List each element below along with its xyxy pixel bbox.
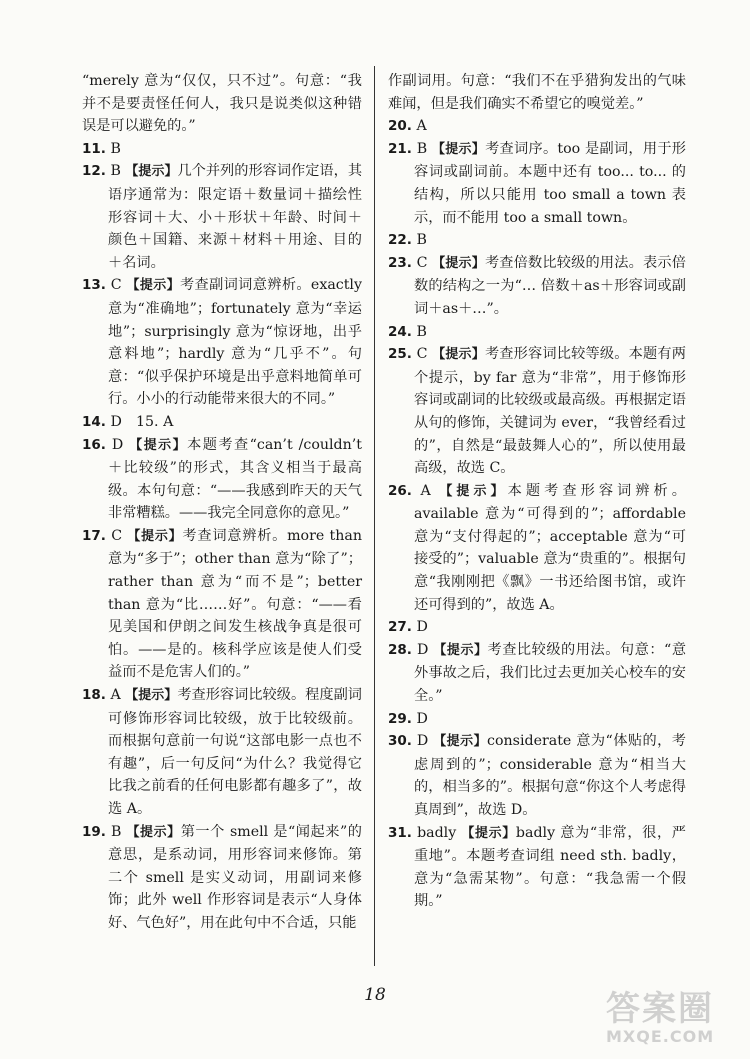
item-answer: B	[110, 140, 121, 157]
item-answer: C	[416, 254, 428, 271]
hint-label: 【提示】	[127, 528, 183, 544]
answer-item	[82, 434, 362, 525]
answer-item	[388, 343, 686, 480]
item-answer: D	[416, 733, 429, 750]
continued-text	[388, 70, 686, 115]
hint-label: 【提示】	[433, 642, 488, 658]
answer-item	[388, 252, 686, 321]
item-number: 31.	[388, 824, 412, 841]
hint-label: 【提示】	[432, 347, 485, 363]
item-number: 22.	[388, 232, 412, 249]
column-divider	[374, 66, 375, 966]
item-answer: C	[110, 277, 122, 294]
entry-text: 考查形容词比较等级。本题有两个提示，by far 意为“非常”，用于修饰形容词或副词的比较级或最高级。再根据定语从句的修饰，关键词为 ever，“我曾经看过的”，自然是“最鼓舞人心的”，所以使用最高级，故选 C。	[414, 346, 686, 477]
entry-text: 考查形容词比较级。程度副词可修饰形容词比较级，放于比较级前。而根据句意前一句说“这部电影一点也不有趣”，后一句反问“为什么？我觉得它比我之前看的任何电影都有趣多了”，故选 A。	[108, 687, 362, 817]
answer-item	[82, 274, 362, 411]
item-number: 13.	[82, 277, 106, 294]
hint-label: 【提示】	[439, 483, 508, 499]
item-number: 28.	[388, 641, 412, 658]
entry-text: 本题考查形容词辨析。available 意为“可得到的”；affordable 意为“支付得起的”；acceptable 意为“可接受的”；valuable 意为“贵重的”。根据句意“我刚刚把《飘》一书还给图书馆，或许还可得到的”，故选 A。	[414, 482, 686, 613]
item-number: 21.	[388, 140, 412, 157]
answer-item	[82, 684, 362, 821]
entry-text: badly 意为“非常，很，严重地”。本题考查词组 need sth. badly，意为“急需某物”。句意：“我急需一个假期。”	[414, 824, 686, 910]
watermark-logo	[606, 991, 736, 1047]
item-answer: B	[416, 323, 427, 340]
hint-label: 【提示】	[129, 437, 188, 453]
item-answer: D 15. A	[110, 413, 174, 430]
entry-text: 考查词意辨析。more than 意为“多于”；other than 意为“除了”；rather than 意为“而不是”；better than 意为“比……好”。句意：“——看见美国和伊朗之间发生核战争真是很可怕。——是的。核科学应该是使人们受益而不是危害人们的。”	[108, 527, 362, 681]
hint-label: 【提示】	[126, 278, 180, 294]
entry-text: 作副词用。句意：“我们不在乎猎狗发出的气味难闻，但是我们确实不希望它的嗅觉差。”	[388, 73, 686, 112]
answer-item	[388, 639, 686, 708]
item-answer: B	[416, 232, 427, 249]
item-number: 30.	[388, 733, 412, 750]
entry-text: 第一个 smell 是“闻起来”的意思，是系动词，用形容词来修饰。第二个 smell 是实义动词，用副词来修饰；此外 well 作形容词是表示“人身体好、气色好”，用在此句中不合适，只能	[108, 823, 362, 931]
answer-item	[82, 160, 362, 274]
item-number: 23.	[388, 254, 412, 271]
answer-item	[388, 708, 686, 731]
item-answer: D	[416, 619, 428, 636]
answer-item	[82, 821, 362, 935]
hint-label: 【提示】	[431, 141, 486, 157]
answer-item	[82, 411, 362, 434]
item-number: 26.	[388, 482, 412, 499]
item-number: 14.	[82, 413, 106, 430]
watermark-top: 答案圈	[606, 989, 714, 1029]
item-number: 27.	[388, 619, 412, 636]
continued-text	[82, 70, 362, 138]
item-answer: B	[110, 163, 121, 180]
item-answer: C	[416, 346, 428, 363]
answer-item	[388, 229, 686, 252]
entry-text: 考查倍数比较级的用法。表示倍数的结构之一为“… 倍数＋as＋形容词或副词＋as＋…”。	[414, 254, 686, 317]
item-number: 16.	[82, 436, 106, 453]
item-number: 20.	[388, 118, 412, 135]
entry-text: considerate 意为“体贴的，考虑周到的”；considerable 意为“相当大的，相当多的”。根据句意“你这个人考虑得真周到”，故选 D。	[414, 733, 686, 818]
item-number: 17.	[82, 527, 106, 544]
item-number: 19.	[82, 823, 106, 840]
item-answer: A	[110, 687, 121, 704]
item-number: 18.	[82, 687, 106, 704]
entry-text: 考查比较级的用法。句意：“意外事故之后，我们比过去更加关心校车的安全。”	[414, 641, 687, 705]
hint-label: 【提示】	[461, 825, 516, 841]
right-column	[388, 70, 686, 913]
answer-item	[388, 480, 686, 617]
item-answer: D	[111, 436, 124, 453]
item-number: 29.	[388, 710, 412, 727]
hint-label: 【提示】	[433, 734, 488, 750]
item-answer: A	[416, 118, 427, 135]
hint-label: 【提示】	[125, 164, 178, 180]
item-number: 25.	[388, 346, 412, 363]
item-answer: B	[416, 140, 428, 157]
entry-text: 考查词序。too 是副词，用于形容词或副词前。本题中还有 too... to... 的结构，所以只能用 too small a town 表示，而不能用 too a small town。	[414, 140, 686, 226]
answer-item	[388, 730, 686, 821]
entry-text: 本题考查“can’t /couldn’t ＋比较级”的形式，其含义相当于最高级。本句句意：“——我感到昨天的天气非常糟糕。——我完全同意你的意见。”	[108, 436, 362, 522]
item-number: 24.	[388, 323, 412, 340]
answer-item	[388, 616, 686, 639]
watermark-bottom: MXQE.COM	[606, 1027, 715, 1046]
entry-text: 考查副词词意辨析。exactly 意为“准确地”；fortunately 意为“幸运地”；surprisingly 意为“惊讶地，出乎意料地”；hardly 意为“几乎不”。句意：“似乎保护环境是出乎意料地简单可行。小小的行动能带来很大的不同。”	[108, 277, 362, 408]
answer-item	[388, 138, 686, 229]
hint-label: 【提示】	[125, 688, 178, 704]
answer-item	[388, 822, 686, 913]
item-answer: C	[111, 527, 123, 544]
left-column	[82, 70, 362, 935]
item-number: 12.	[82, 163, 106, 180]
answer-item	[388, 321, 686, 344]
item-answer: D	[416, 710, 428, 727]
hint-label: 【提示】	[432, 255, 485, 271]
item-number: 11.	[82, 140, 106, 157]
item-answer: A	[420, 482, 431, 499]
entry-text: “merely 意为“仅仅，只不过”。句意：“我并不是要责怪任何人，我只是说类似这种错误是可以避免的。”	[82, 73, 362, 135]
item-answer: B	[110, 823, 122, 840]
item-answer: D	[416, 641, 429, 658]
entry-text: 几个并列的形容词作定语，其语序通常为：限定语＋数量词＋描绘性形容词＋大、小＋形状＋年龄、时间＋颜色＋国籍、来源＋材料＋用途、目的＋名词。	[108, 163, 363, 271]
answer-item	[388, 115, 686, 138]
answer-item	[82, 138, 362, 161]
page-number: 18	[364, 985, 386, 1005]
answer-item	[82, 525, 362, 684]
hint-label: 【提示】	[126, 824, 181, 840]
item-answer: badly	[417, 824, 457, 841]
